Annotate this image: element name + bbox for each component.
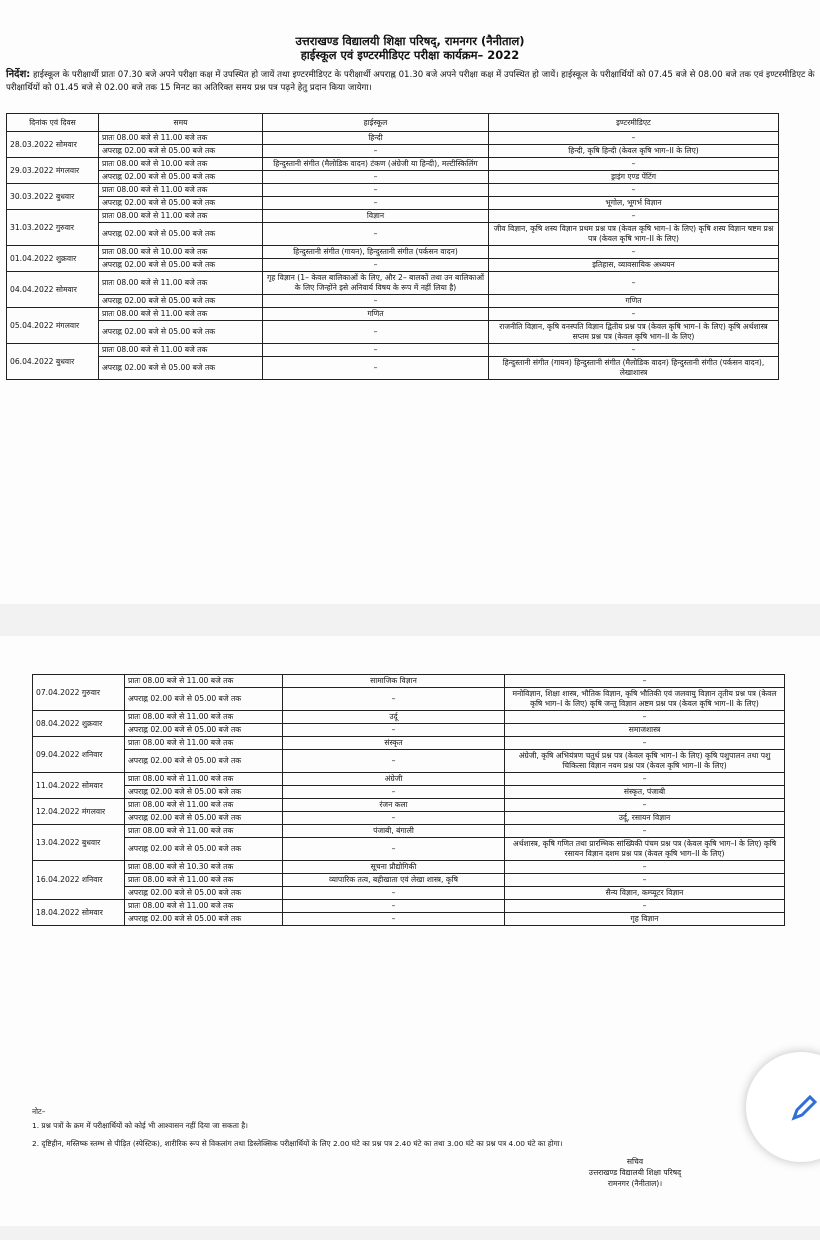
exam-time-cell: अपराह्न 02.00 बजे से 05.00 बजे तक (99, 321, 263, 344)
highschool-subject-cell: – (283, 750, 505, 773)
exam-date-cell: 28.03.2022 सोमवार (7, 132, 99, 158)
exam-time-cell: अपराह्न 02.00 बजे से 05.00 बजे तक (125, 887, 283, 900)
exam-date-cell: 31.03.2022 गुरुवार (7, 210, 99, 246)
highschool-subject-cell: व्यापारिक तत्व, बहीखाता एवं लेखा शास्त्र, कृषि (283, 874, 505, 887)
exam-date-cell: 05.04.2022 मंगलवार (7, 308, 99, 344)
table-row (33, 711, 785, 724)
exam-time-cell: अपराह्न 02.00 बजे से 05.00 बजे तक (99, 259, 263, 272)
exam-time-cell: अपराह्न 02.00 बजे से 05.00 बजे तक (99, 295, 263, 308)
exam-time-cell: प्रातः 08.00 बजे से 11.00 बजे तक (125, 825, 283, 838)
highschool-subject-cell: – (263, 171, 489, 184)
table-row (7, 184, 779, 197)
highschool-subject-cell: अंग्रेजी (283, 773, 505, 786)
exam-date-cell: 16.04.2022 शनिवार (33, 861, 125, 900)
document-page-1 (0, 0, 820, 604)
table-row (7, 357, 779, 380)
exam-date-cell: 11.04.2022 सोमवार (33, 773, 125, 799)
exam-time-cell: अपराह्न 02.00 बजे से 05.00 बजे तक (99, 171, 263, 184)
column-header-highschool: हाईस्कूल (263, 114, 489, 132)
exam-time-cell: अपराह्न 02.00 बजे से 05.00 बजे तक (125, 786, 283, 799)
table-row (7, 321, 779, 344)
pencil-icon (790, 1092, 820, 1122)
highschool-subject-cell: – (283, 786, 505, 799)
exam-time-cell: प्रातः 08.00 बजे से 11.00 बजे तक (125, 874, 283, 887)
board-title: उत्तराखण्ड विद्यालयी शिक्षा परिषद्, रामनगर (नैनीताल) (295, 34, 525, 48)
highschool-subject-cell: – (283, 724, 505, 737)
exam-date-cell: 08.04.2022 शुक्रवार (33, 711, 125, 737)
highschool-subject-cell: – (263, 197, 489, 210)
intermediate-subject-cell: जीव विज्ञान, कृषि शस्य विज्ञान प्रथम प्रश्न पत्र (केवल कृषि भाग–I के लिए) कृषि शस्य विज्ञान षष्टम प्रश्न पत्र (केवल कृषि भाग–II के लिए) (489, 223, 779, 246)
exam-date-cell: 04.04.2022 सोमवार (7, 272, 99, 308)
table-row (33, 799, 785, 812)
intermediate-subject-cell: – (489, 246, 779, 259)
table-row (33, 825, 785, 838)
note-2: 2. दृष्टिहीन, मस्तिष्क स्तम्भ से पीड़ित (स्पेस्टिक), शारीरिक रूप से विकलांग तथा डिस्लेक्सिक परीक्षार्थियों के लिए 2.00 घंटे का प्रश्न पत्र 2.40 घंटे का तथा 3.00 घंटे का प्रश्न पत्र 4.00 घंटे का होगा। (32, 1139, 563, 1148)
column-header-date: दिनांक एवं दिवस (7, 114, 99, 132)
exam-date-cell: 09.04.2022 शनिवार (33, 737, 125, 773)
intermediate-subject-cell: भूगोल, भूगर्भ विज्ञान (489, 197, 779, 210)
signature-block (560, 1156, 710, 1189)
table-row (33, 913, 785, 926)
intermediate-subject-cell: – (489, 344, 779, 357)
table-row (7, 197, 779, 210)
exam-time-cell: अपराह्न 02.00 बजे से 05.00 बजे तक (125, 688, 283, 711)
table-row (33, 724, 785, 737)
intermediate-subject-cell: – (489, 158, 779, 171)
table-header-row (7, 114, 779, 132)
exam-date-cell: 30.03.2022 बुधवार (7, 184, 99, 210)
column-header-intermediate: इण्टरमीडिएट (489, 114, 779, 132)
intermediate-subject-cell: – (505, 675, 785, 688)
intermediate-subject-cell: गणित (489, 295, 779, 308)
intermediate-subject-cell: – (505, 861, 785, 874)
table-row (33, 750, 785, 773)
schedule-table-1 (6, 113, 779, 380)
schedule-table-2 (32, 674, 785, 926)
intermediate-subject-cell: – (489, 308, 779, 321)
table-row (7, 272, 779, 295)
exam-date-cell: 12.04.2022 मंगलवार (33, 799, 125, 825)
instruction-label: निर्देश: (6, 69, 31, 80)
table-row (33, 861, 785, 874)
table-row (7, 145, 779, 158)
exam-time-cell: प्रातः 08.00 बजे से 11.00 बजे तक (125, 675, 283, 688)
highschool-subject-cell: – (283, 887, 505, 900)
highschool-subject-cell: संस्कृत (283, 737, 505, 750)
column-header-time: समय (99, 114, 263, 132)
highschool-subject-cell: – (263, 184, 489, 197)
highschool-subject-cell: हिन्दुस्तानी संगीत (मैलोडिक वादन) टंकण (अंग्रेजी या हिन्दी), मल्टीस्किलिंग (263, 158, 489, 171)
highschool-subject-cell: – (283, 688, 505, 711)
table-row (33, 675, 785, 688)
intermediate-subject-cell: – (505, 825, 785, 838)
exam-time-cell: प्रातः 08.00 बजे से 11.00 बजे तक (99, 184, 263, 197)
highschool-subject-cell: – (263, 223, 489, 246)
table-row (7, 171, 779, 184)
exam-date-cell: 07.04.2022 गुरुवार (33, 675, 125, 711)
exam-time-cell: अपराह्न 02.00 बजे से 05.00 बजे तक (125, 838, 283, 861)
intermediate-subject-cell: – (505, 711, 785, 724)
schedule-body-2 (33, 675, 785, 926)
exam-time-cell: अपराह्न 02.00 बजे से 05.00 बजे तक (125, 724, 283, 737)
highschool-subject-cell: – (283, 913, 505, 926)
table-row (33, 874, 785, 887)
intermediate-subject-cell: हिन्दुस्तानी संगीत (गायन) हिन्दुस्तानी संगीत (मैलोडिक वादन) हिन्दुस्तानी संगीत (पर्कसन वादन), लेखाशास्त्र (489, 357, 779, 380)
intermediate-subject-cell: – (505, 773, 785, 786)
exam-time-cell: प्रातः 08.00 बजे से 11.00 बजे तक (125, 711, 283, 724)
instruction-paragraph (6, 68, 816, 95)
exam-time-cell: अपराह्न 02.00 बजे से 05.00 बजे तक (125, 913, 283, 926)
highschool-subject-cell: गृह विज्ञान (1– केवल बालिकाओं के लिए, और 2– बालकों तथा उन बालिकाओं के लिए जिन्होंने इसे अनिवार्य विषय के रूप में नहीं लिया है) (263, 272, 489, 295)
note-1: 1. प्रश्न पत्रों के क्रम में परीक्षार्थियों को कोई भी आश्वासन नहीं दिया जा सकता है। (32, 1121, 248, 1130)
highschool-subject-cell: सूचना प्रौद्योगिकी (283, 861, 505, 874)
intermediate-subject-cell: अर्थशास्त्र, कृषि गणित तथा प्रारम्भिक सांख्यिकी पंचम प्रश्न पत्र (केवल कृषि भाग–I के लिए) कृषि रसायन विज्ञान दशम प्रश्न पत्र (केवल कृषि भाग–II के लिए) (505, 838, 785, 861)
intermediate-subject-cell: मनोविज्ञान, शिक्षा शास्त्र, भौतिक विज्ञान, कृषि भौतिकी एवं जलवायु विज्ञान तृतीय प्रश्न पत्र (केवल कृषि भाग–I के लिए) कृषि जन्तु विज्ञान अष्टम प्रश्न पत्र (केवल कृषि भाग–II के लिए) (505, 688, 785, 711)
signature-title: सचिव (626, 1157, 644, 1166)
table-row (33, 786, 785, 799)
exam-time-cell: प्रातः 08.00 बजे से 11.00 बजे तक (99, 272, 263, 295)
intermediate-subject-cell: – (505, 900, 785, 913)
table-row (33, 773, 785, 786)
table-row (33, 737, 785, 750)
intermediate-subject-cell: गृह विज्ञान (505, 913, 785, 926)
pencil-icon-path (794, 1097, 815, 1118)
intermediate-subject-cell: – (489, 210, 779, 223)
exam-time-cell: प्रातः 08.00 बजे से 11.00 बजे तक (125, 799, 283, 812)
exam-time-cell: अपराह्न 02.00 बजे से 05.00 बजे तक (99, 145, 263, 158)
intermediate-subject-cell: – (489, 272, 779, 295)
exam-time-cell: अपराह्न 02.00 बजे से 05.00 बजे तक (99, 357, 263, 380)
table-row (7, 246, 779, 259)
exam-time-cell: प्रातः 08.00 बजे से 11.00 बजे तक (125, 900, 283, 913)
intermediate-subject-cell: – (489, 184, 779, 197)
intermediate-subject-cell: राजनीति विज्ञान, कृषि वनस्पति विज्ञान द्वितीय प्रश्न पत्र (केवल कृषि भाग–I के लिए) कृषि अर्थशास्त्र सप्तम प्रश्न पत्र (केवल कृषि भाग–II के लिए) (489, 321, 779, 344)
intermediate-subject-cell: हिन्दी, कृषि हिन्दी (केवल कृषि भाग–II के लिए) (489, 145, 779, 158)
instruction-text: हाईस्कूल के परीक्षार्थी प्रातः 07.30 बजे अपने परीक्षा कक्ष में उपस्थित हो जायें तथा इण्टरमीडिएट के परीक्षार्थी अपराह्न 01.30 बजे अपने परीक्षा कक्ष में उपस्थित हो जायें। हाईस्कूल के परीक्षार्थियों को 07.45 बजे से 08.00 बजे तक एवं इण्टरमीडिएट के परीक्षार्थियों को 01.45 बजे से 02.00 बजे तक 15 मिनट का अतिरिक्त समय प्रश्न पत्र पढ़ने हेतु प्रदान किया जायेगा। (6, 70, 815, 93)
signature-place: रामनगर (नैनीताल)। (607, 1179, 663, 1188)
highschool-subject-cell: – (283, 900, 505, 913)
highschool-subject-cell: पंजाबी, बंगाली (283, 825, 505, 838)
exam-time-cell: प्रातः 08.00 बजे से 11.00 बजे तक (125, 737, 283, 750)
exam-time-cell: प्रातः 08.00 बजे से 11.00 बजे तक (99, 132, 263, 145)
highschool-subject-cell: – (263, 344, 489, 357)
table-row (7, 210, 779, 223)
signature-org: उत्तराखण्ड विद्यालयी शिक्षा परिषद् (588, 1168, 682, 1177)
highschool-subject-cell: गणित (263, 308, 489, 321)
highschool-subject-cell: उर्दू (283, 711, 505, 724)
intermediate-subject-cell: ड्राइंग एण्ड पेंटिंग (489, 171, 779, 184)
highschool-subject-cell: – (263, 321, 489, 344)
table-row (33, 812, 785, 825)
schedule-body-1 (7, 132, 779, 380)
intermediate-subject-cell: अंग्रेजी, कृषि अभियंत्रण चतुर्थ प्रश्न पत्र (केवल कृषि भाग–I के लिए) कृषि पशुपालन तथा पशु चिकित्सा विज्ञान नवम प्रश्न पत्र (केवल कृषि भाग–II के लिए) (505, 750, 785, 773)
intermediate-subject-cell: समाजशास्त्र (505, 724, 785, 737)
highschool-subject-cell: हिन्दुस्तानी संगीत (गायन), हिन्दुस्तानी संगीत (पर्कसन वादन) (263, 246, 489, 259)
exam-time-cell: प्रातः 08.00 बजे से 10.00 बजे तक (99, 158, 263, 171)
highschool-subject-cell: – (263, 295, 489, 308)
intermediate-subject-cell: संस्कृत, पंजाबी (505, 786, 785, 799)
intermediate-subject-cell: इतिहास, व्यावसायिक अध्ययन (489, 259, 779, 272)
exam-time-cell: प्रातः 08.00 बजे से 11.00 बजे तक (125, 773, 283, 786)
table-row (33, 900, 785, 913)
intermediate-subject-cell: – (489, 132, 779, 145)
table-row (33, 887, 785, 900)
exam-date-cell: 18.04.2022 सोमवार (33, 900, 125, 926)
table-row (7, 295, 779, 308)
notes-title: नोट– (32, 1107, 46, 1116)
exam-date-cell: 13.04.2022 बुधवार (33, 825, 125, 861)
table-row (7, 223, 779, 246)
exam-schedule-title: हाईस्कूल एवं इण्टरमीडिएट परीक्षा कार्यक्रम– 2022 (300, 48, 520, 62)
exam-time-cell: अपराह्न 02.00 बजे से 05.00 बजे तक (125, 750, 283, 773)
intermediate-subject-cell: – (505, 737, 785, 750)
intermediate-subject-cell: उर्दू, रसायन विज्ञान (505, 812, 785, 825)
highschool-subject-cell: – (283, 838, 505, 861)
highschool-subject-cell: हिन्दी (263, 132, 489, 145)
table-row (7, 259, 779, 272)
exam-date-cell: 06.04.2022 बुधवार (7, 344, 99, 380)
highschool-subject-cell: – (283, 812, 505, 825)
exam-time-cell: प्रातः 08.00 बजे से 10.30 बजे तक (125, 861, 283, 874)
intermediate-subject-cell: सैन्य विज्ञान, कम्प्यूटर विज्ञान (505, 887, 785, 900)
exam-date-cell: 01.04.2022 शुक्रवार (7, 246, 99, 272)
exam-time-cell: प्रातः 08.00 बजे से 11.00 बजे तक (99, 344, 263, 357)
document-page-2 (0, 636, 820, 1226)
exam-time-cell: अपराह्न 02.00 बजे से 05.00 बजे तक (125, 812, 283, 825)
table-row (7, 158, 779, 171)
highschool-subject-cell: – (263, 145, 489, 158)
table-row (7, 132, 779, 145)
exam-time-cell: अपराह्न 02.00 बजे से 05.00 बजे तक (99, 223, 263, 246)
exam-time-cell: अपराह्न 02.00 बजे से 05.00 बजे तक (99, 197, 263, 210)
intermediate-subject-cell: – (505, 799, 785, 812)
exam-time-cell: प्रातः 08.00 बजे से 11.00 बजे तक (99, 308, 263, 321)
exam-date-cell: 29.03.2022 मंगलवार (7, 158, 99, 184)
highschool-subject-cell: – (263, 259, 489, 272)
exam-time-cell: प्रातः 08.00 बजे से 10.00 बजे तक (99, 246, 263, 259)
intermediate-subject-cell: – (505, 874, 785, 887)
exam-time-cell: प्रातः 08.00 बजे से 11.00 बजे तक (99, 210, 263, 223)
highschool-subject-cell: विज्ञान (263, 210, 489, 223)
table-row (7, 344, 779, 357)
highschool-subject-cell: रंजन कला (283, 799, 505, 812)
table-row (7, 308, 779, 321)
highschool-subject-cell: – (263, 357, 489, 380)
highschool-subject-cell: सामाजिक विज्ञान (283, 675, 505, 688)
table-row (33, 838, 785, 861)
table-row (33, 688, 785, 711)
